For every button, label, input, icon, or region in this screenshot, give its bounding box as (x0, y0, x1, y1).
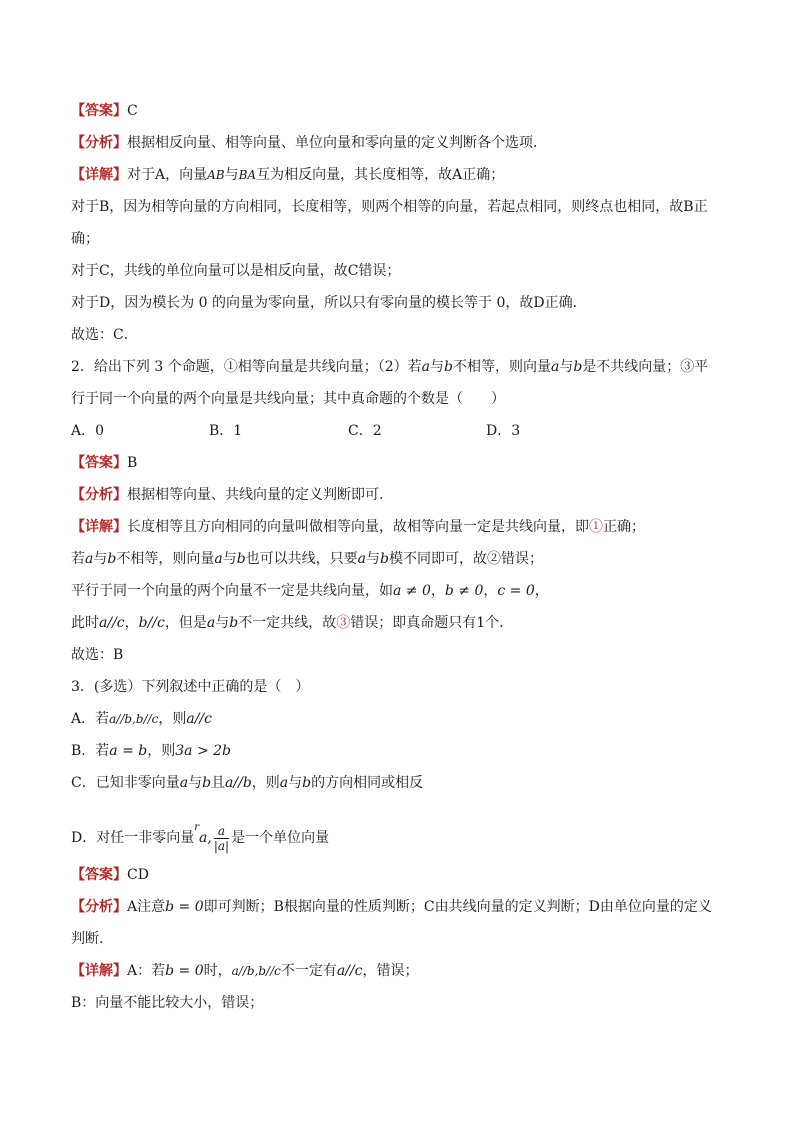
text: 对于A，向量 (127, 167, 208, 183)
q3-answer-line (71, 865, 149, 885)
text: 的方向相同或相反 (311, 775, 424, 791)
text: 与 (366, 551, 381, 567)
text: 错误；即真命题只有1个. (350, 615, 504, 631)
q1-detail-d (71, 293, 587, 313)
q2-stem-2 (71, 389, 505, 409)
text: 互为相反向量，其长度相等，故A正确； (256, 167, 505, 183)
text: ， (430, 583, 445, 599)
text: 对于B，因为相等向量的方向相同，长度相等，则两个相等的向量，若起点相同，则终点也相同，故B正 (71, 199, 708, 215)
text: D．对任一非零向量 (71, 830, 195, 846)
text: 即可判断；B根据向量的性质判断；C由共线向量的定义判断；D由单位向量的定义 (203, 899, 712, 915)
text: 与 (215, 615, 230, 631)
text: 与 (222, 551, 237, 567)
q1-detail-b2 (71, 229, 99, 249)
q2-analysis-line (71, 485, 383, 505)
detail-tag: 【详解】 (71, 167, 127, 183)
vector-b: b (107, 551, 117, 567)
text: 根据相等向量、共线向量的定义判断即可. (127, 487, 384, 503)
q1-analysis-line (71, 133, 547, 153)
math: b = 0 (165, 963, 204, 979)
q2-answer: B (127, 455, 138, 471)
math: a = b (109, 743, 148, 759)
q1-detail-b1 (71, 197, 708, 217)
q2-detail-4 (71, 613, 504, 633)
answer-tag: 【答案】 (71, 867, 127, 883)
analysis-tag: 【分析】 (71, 135, 127, 151)
text: 确； (71, 231, 99, 247)
text: 与 (224, 167, 239, 183)
q2-detail-3 (71, 581, 549, 601)
fraction-numerator: a (217, 823, 226, 838)
text: 是不共线向量；③平 (582, 359, 709, 375)
vector-arrow-mark: r (194, 822, 200, 833)
text: ，则 (251, 775, 280, 791)
answer-tag: 【答案】 (71, 103, 127, 119)
text: ，错误； (362, 963, 419, 979)
math-c-eq-0: c = 0 (497, 583, 535, 599)
vector-a: a (550, 359, 560, 375)
text: ，则 (158, 711, 187, 727)
q1-detail-c (71, 261, 400, 281)
text: 故选：B (71, 647, 124, 663)
vector-b: b (443, 359, 453, 375)
math: a//b,b//c (109, 712, 159, 726)
text: B．若 (71, 743, 110, 759)
text: A．若 (71, 711, 110, 727)
text: 此时 (71, 615, 99, 631)
option-c: C．2 (348, 423, 382, 439)
q2-detail-1 (71, 517, 645, 537)
q2-options (71, 421, 731, 441)
vector-a: a (199, 830, 208, 846)
vector-ab: AB (207, 168, 225, 182)
text: 若 (71, 551, 85, 567)
option-a: A．0 (71, 423, 105, 439)
text: 行于同一个向量的两个向量是共线向量；其中真命题的个数是（ ） (71, 391, 505, 407)
text: 故选：C． (71, 327, 138, 343)
math: a//c (186, 711, 212, 727)
text: 与 (93, 551, 108, 567)
text: 判断. (71, 931, 104, 947)
vector-a: a (357, 551, 367, 567)
detail-tag: 【详解】 (71, 963, 127, 979)
text: 模不同即可，故②错误； (388, 551, 543, 567)
detail-tag: 【详解】 (71, 519, 127, 535)
analysis-tag: 【分析】 (71, 899, 127, 915)
fraction-denominator: |a| (213, 838, 230, 853)
math-b-par-c: b//c (138, 615, 165, 631)
q2-detail-2 (71, 549, 543, 569)
q3-option-d: D．对任一非零向量$^r$a, $\frac{a}{|a|}$ 是一个单位向量 (71, 822, 330, 853)
vector-b: b (202, 775, 212, 791)
option-b: B．1 (209, 423, 243, 439)
text: A注意 (127, 899, 166, 915)
text: ，但是 (164, 615, 207, 631)
q2-stem-1 (71, 357, 708, 377)
q3-analysis-2 (71, 929, 103, 949)
vector-b: b (229, 615, 239, 631)
text: 对于C，共线的单位向量可以是相反向量，故C错误； (71, 263, 401, 279)
vector-b: b (380, 551, 389, 567)
text: A：若 (127, 963, 166, 979)
q1-answer: C (127, 103, 138, 119)
text: 对于D，因为模长为 0 的向量为零向量，所以只有零向量的模长等于 0，故D正确． (71, 295, 587, 311)
analysis-tag: 【分析】 (71, 487, 127, 503)
q3-answer: CD (127, 867, 149, 883)
circled-one: ① (589, 519, 603, 535)
circled-three: ③ (336, 615, 351, 631)
text: 是一个单位向量 (231, 830, 330, 846)
unit-vector-fraction (214, 824, 229, 853)
q2-choice (71, 645, 123, 665)
q1-choice (71, 325, 138, 345)
math: a//c (336, 963, 363, 979)
text: 2．给出下列 3 个命题，①相等向量是共线向量；（2）若 (71, 359, 422, 375)
math-a-par-c: a//c (99, 615, 125, 631)
vector-a: a (179, 775, 189, 791)
q2-answer-line (71, 453, 137, 473)
text: ， (124, 615, 139, 631)
vector-a: a (85, 551, 94, 567)
math-b-neq-0: b ≠ 0 (444, 583, 484, 599)
text: B：向量不能比较大小，错误； (71, 995, 264, 1011)
text: ， (534, 583, 549, 599)
text: 不一定有 (280, 963, 337, 979)
text: 与 (559, 359, 574, 375)
q1-answer-line (71, 101, 138, 121)
text: 也可以共线，只要 (245, 551, 358, 567)
q3-detail-1 (71, 961, 418, 981)
vector-a: a (206, 615, 216, 631)
math: a//b (225, 775, 252, 791)
text: 正确； (603, 519, 645, 535)
text: 与 (288, 775, 303, 791)
vector-b: b (573, 359, 583, 375)
text: 时， (203, 963, 232, 979)
vector-ba: BA (238, 168, 257, 182)
text: 不一定共线，故 (238, 615, 337, 631)
q1-detail-a (71, 165, 504, 185)
vector-b: b (236, 551, 246, 567)
text: 不相等，则向量 (116, 551, 215, 567)
q3-option-a (71, 709, 212, 729)
text: ， (483, 583, 498, 599)
q1-analysis: 根据相反向量、相等向量、单位向量和零向量的定义判断各个选项． (127, 135, 547, 151)
q3-option-b (71, 741, 231, 761)
q3-option-c (71, 773, 423, 793)
vector-a: a (214, 551, 223, 567)
text: 平行于同一个向量的两个向量不一定是共线向量，如 (71, 583, 393, 599)
math: 3a > 2b (175, 743, 232, 759)
vector-a: a (421, 359, 430, 375)
vector-b: b (302, 775, 312, 791)
text: C．已知非零向量 (71, 775, 180, 791)
text: 不相等，则向量 (452, 359, 551, 375)
q3-detail-2 (71, 993, 263, 1013)
math-a-neq-0: a ≠ 0 (393, 583, 431, 599)
text: 3．(多选）下列叙述中正确的是（ ） (71, 679, 310, 695)
text: 长度相等且方向相同的向量叫做相等向量，故相等向量一定是共线向量，即 (127, 519, 589, 535)
option-d: D．3 (486, 423, 521, 439)
q3-stem (71, 677, 309, 697)
math: a//b,b//c (231, 964, 281, 978)
vector-a: a (279, 775, 289, 791)
text: 与 (188, 775, 203, 791)
text: 且 (211, 775, 226, 791)
answer-tag: 【答案】 (71, 455, 127, 471)
text: 与 (429, 359, 444, 375)
text: ，则 (147, 743, 176, 759)
q3-analysis-1 (71, 897, 712, 917)
math: b = 0 (165, 899, 204, 915)
